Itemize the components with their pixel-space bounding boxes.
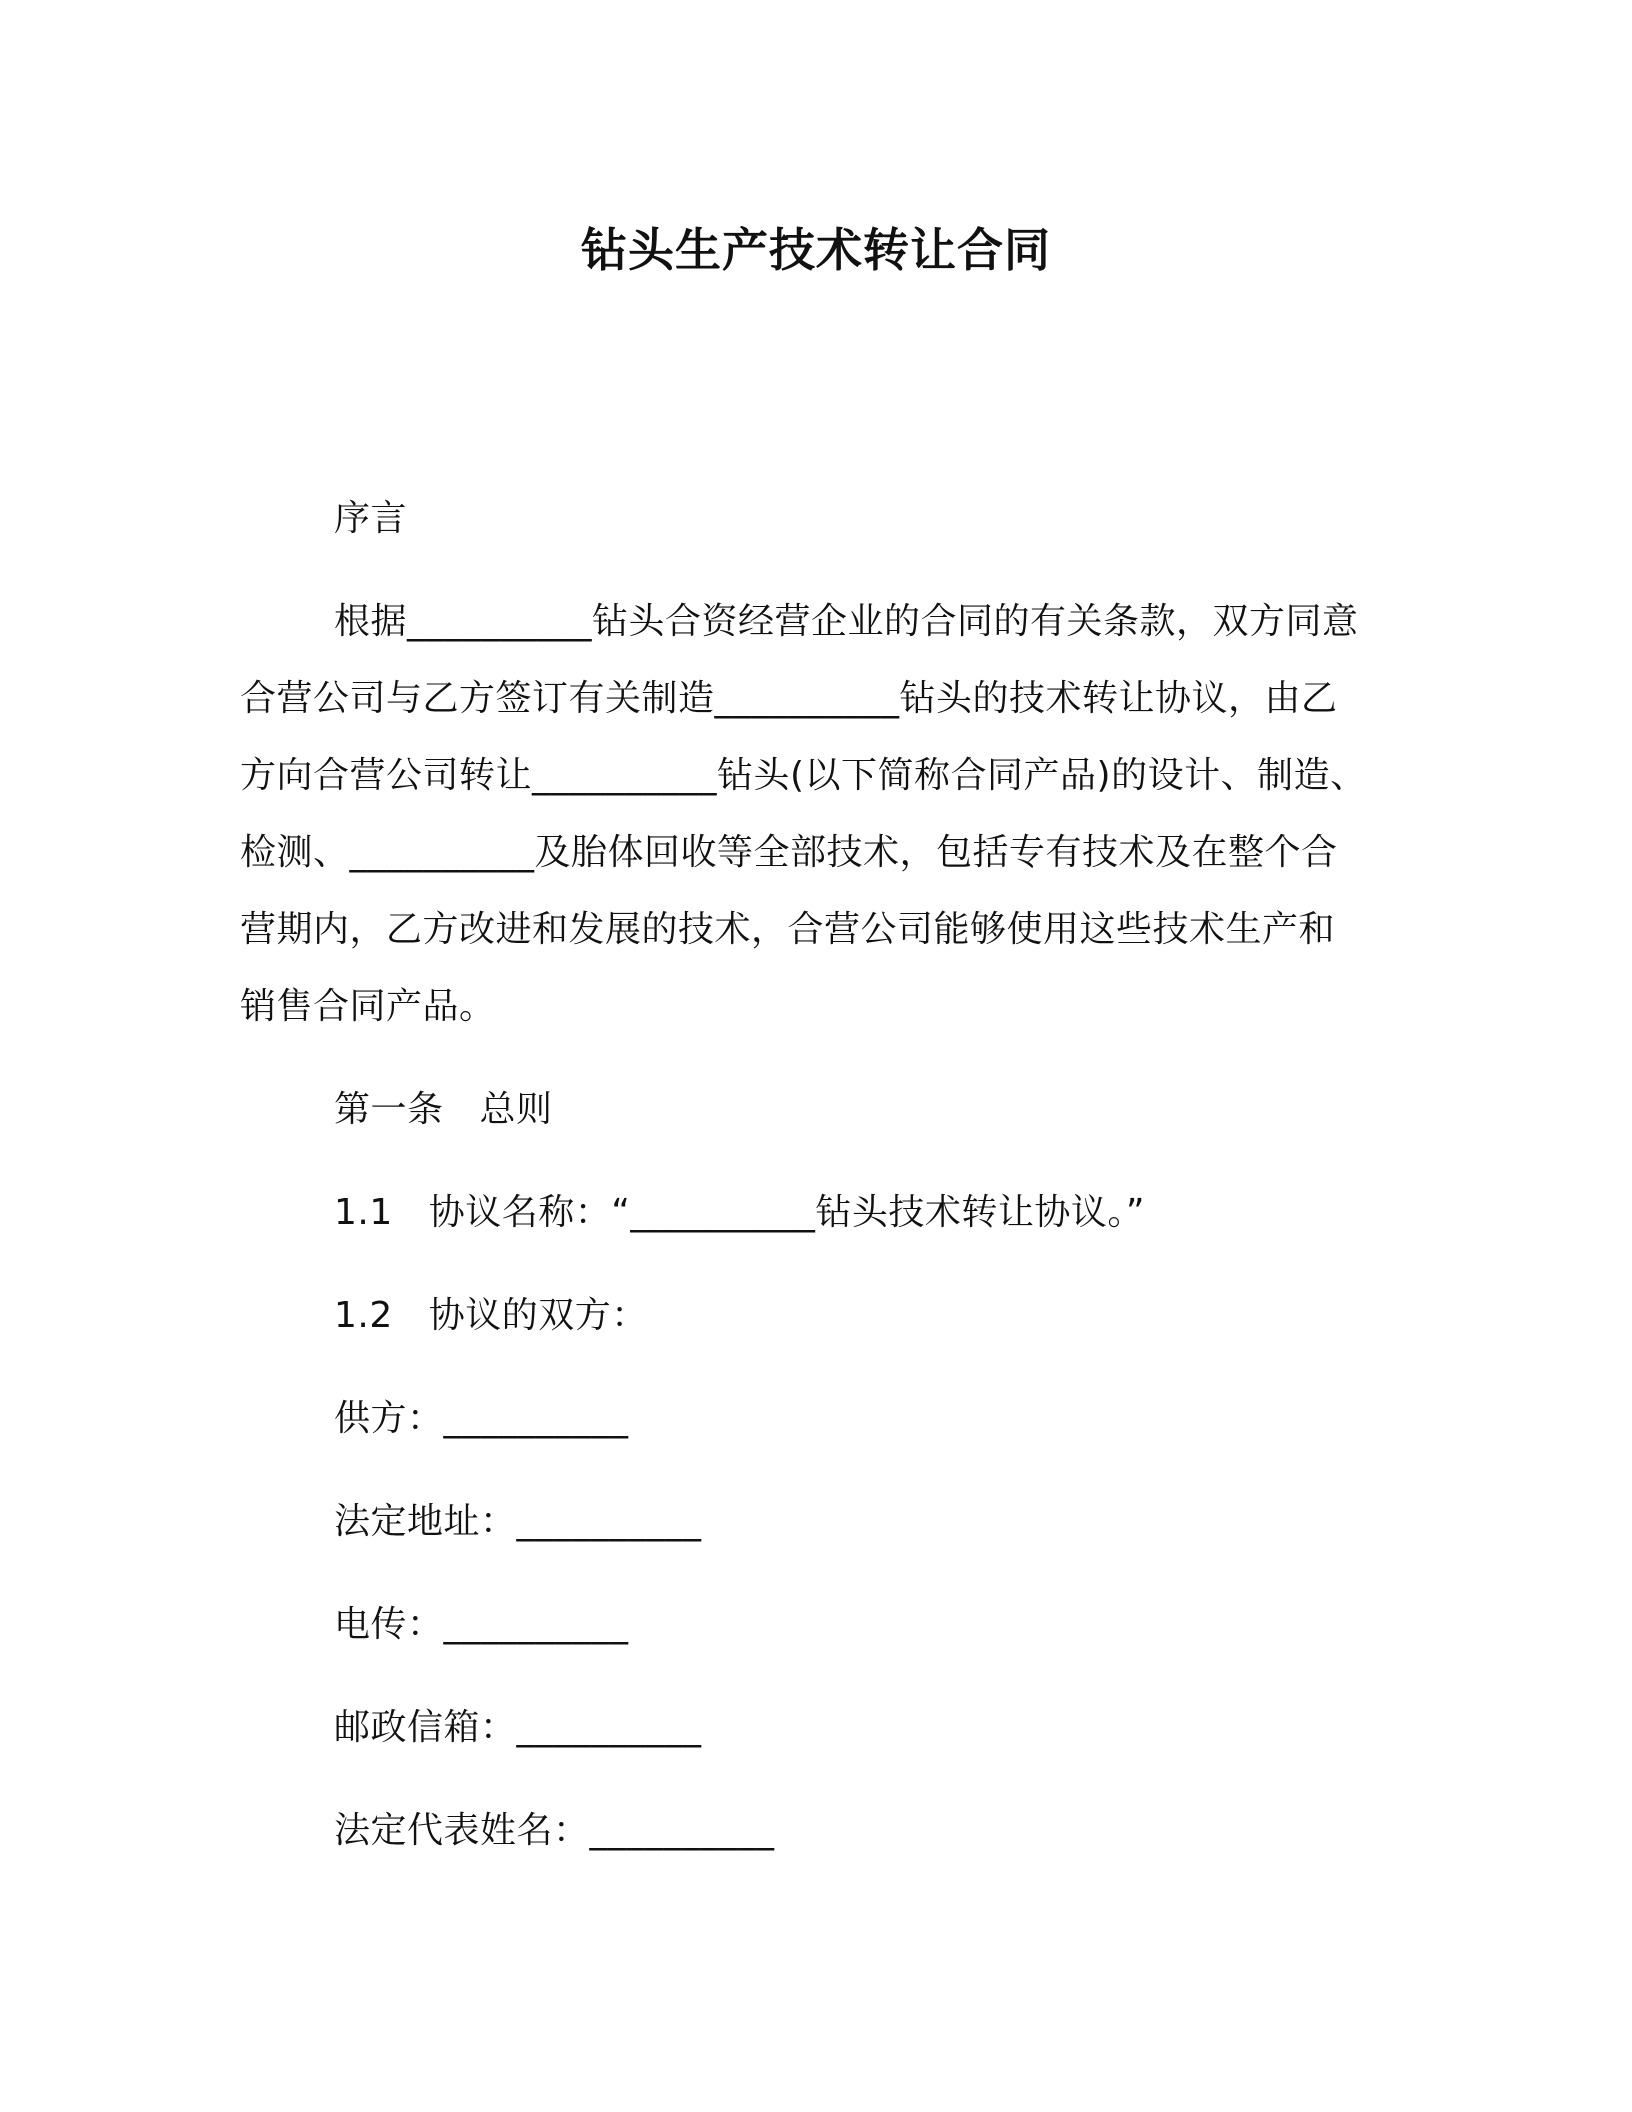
article-1-heading [334,1086,553,1134]
clause-1-2 [334,1292,648,1340]
preface-line-3: 方向合营公司转让__________钻头(以下简称合同产品)的设计、制造、 [240,755,1367,796]
field-telex: 电传：__________ [334,1604,629,1645]
clause-1-2-text: 协议的双方： [428,1295,648,1336]
document-title: 钻头生产技术转让合同 [581,223,1051,277]
preface-line-1: 根据__________钻头合资经营企业的合同的有关条款，双方同意 [334,601,1359,642]
field-legal-representative: 法定代表姓名：__________ [334,1810,775,1851]
clause-1-1 [334,1189,1145,1237]
preface-line-5: 营期内，乙方改进和发展的技术，合营公司能够使用这些技术生产和 [240,909,1336,950]
preface-line-2: 合营公司与乙方签订有关制造__________钻头的技术转让协议，由乙 [240,678,1338,719]
preface-line-4: 检测、__________及胎体回收等全部技术，包括专有技术及在整个合 [240,832,1338,873]
preface-line-6: 销售合同产品。 [240,986,496,1027]
field-legal-address: 法定地址：__________ [334,1501,702,1542]
clause-1-2-number: 1.2 [334,1295,393,1336]
clause-1-1-number: 1.1 [334,1192,393,1233]
clause-1-1-text: 协议名称：“__________钻头技术转让协议。” [428,1192,1146,1233]
preface-heading: 序言 [334,498,408,539]
field-supplier: 供方：__________ [334,1398,629,1439]
field-po-box: 邮政信箱：__________ [334,1707,702,1748]
article-1-number: 第一条 [334,1089,444,1130]
article-1-title: 总则 [479,1089,553,1130]
